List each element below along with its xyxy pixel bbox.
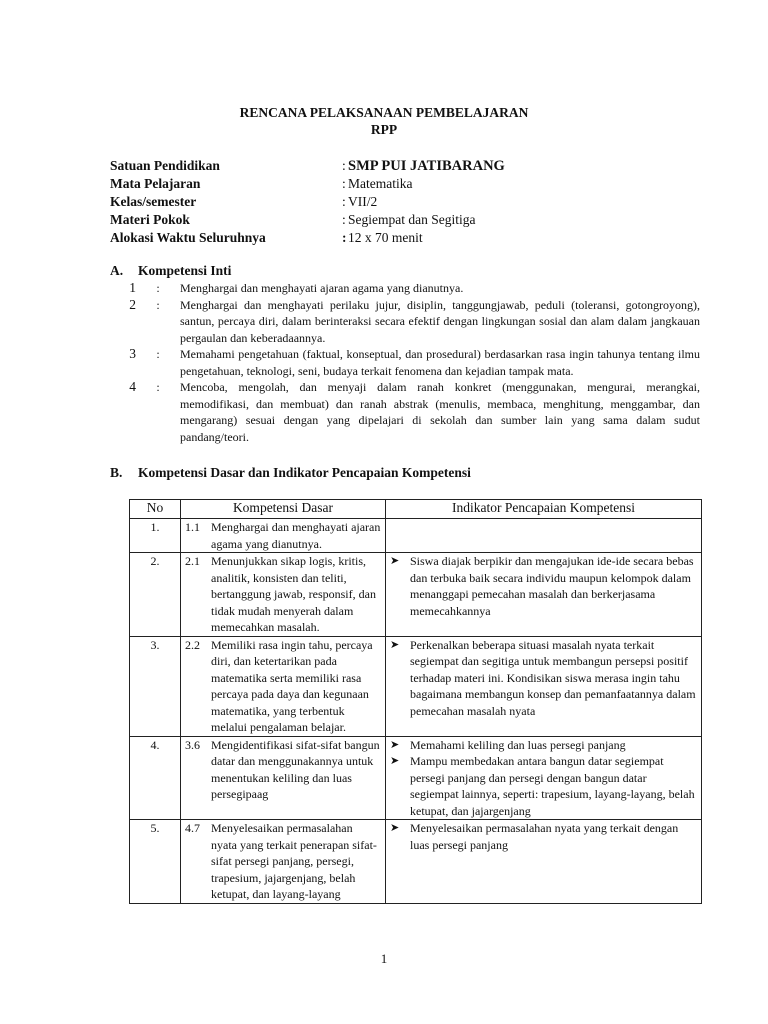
indicator-text: Perkenalkan beberapa situasi masalah nyata terkait segiempat dan segitiga untuk membangun persepsi positif terhadap materi ini. Kondisikan siswa merasa ingin tahu bagaimana membangun konsep dan pemanfaatannya dalam pemecahan masalah nyata bbox=[410, 637, 696, 718]
indicator-item bbox=[390, 553, 697, 619]
row-kd bbox=[181, 519, 386, 553]
identity-colon: : bbox=[342, 212, 346, 227]
indicator-item bbox=[390, 637, 697, 720]
table-row bbox=[130, 553, 702, 637]
section-b-letter: B. bbox=[110, 465, 123, 480]
row-number: 3. bbox=[130, 636, 181, 736]
row-indicators bbox=[386, 553, 702, 637]
identity-row bbox=[110, 229, 505, 247]
identity-table bbox=[110, 157, 505, 247]
table-row bbox=[130, 636, 702, 736]
arrowhead-bullet-icon: ➤ bbox=[390, 822, 400, 834]
indicator-text: Memahami keliling dan luas persegi panjang bbox=[410, 737, 626, 752]
indicator-text: Siswa diajak berpikir dan mengajukan ide-ide secara bebas dan terbuka baik secara individu maupun kelompok dalam menanggapi pemecahan masalah dan berkerjasama memecahkannya bbox=[410, 554, 694, 618]
table-header-row bbox=[130, 500, 702, 519]
list-item-number: 2 bbox=[129, 296, 136, 312]
list-item-colon: : bbox=[156, 380, 160, 394]
kd-text: Mengidentifikasi sifat-sifat bangun datar dan menggunakannya untuk menentukan keliling dan luas persegipaag bbox=[211, 737, 380, 801]
list-item bbox=[110, 379, 700, 445]
row-number: 1. bbox=[130, 519, 181, 553]
identity-value: Matematika bbox=[348, 176, 413, 191]
kd-text: Menunjukkan sikap logis, kritis, analitik, konsisten dan teliti, bertanggung jawab, responsif, dan tidak mudah menyerah dalam memecahkan masalah. bbox=[211, 554, 376, 634]
identity-value: VII/2 bbox=[348, 194, 378, 209]
kd-code: 1.1 bbox=[185, 520, 200, 534]
list-item-text: Menghargai dan menghayati perilaku jujur, disiplin, tanggungjawab, peduli (toleransi, gotongroyong), santun, percaya diri, dalam berinteraksi secara efektif dengan lingkungan sosial dan alam dalam jangkauan pergaulan dan keberadaannya. bbox=[180, 297, 700, 345]
kd-code: 3.6 bbox=[185, 737, 200, 752]
row-number: 4. bbox=[130, 736, 181, 820]
list-item bbox=[110, 346, 700, 379]
identity-colon: : bbox=[342, 194, 346, 209]
identity-row bbox=[110, 157, 505, 175]
table-header-no: No bbox=[130, 500, 181, 519]
identity-row bbox=[110, 193, 505, 211]
competency-table bbox=[129, 499, 702, 904]
row-kd bbox=[181, 553, 386, 637]
row-number: 5. bbox=[130, 820, 181, 904]
kd-text: Menghargai dan menghayati ajaran agama yang dianutnya. bbox=[211, 520, 381, 551]
identity-colon: : bbox=[342, 230, 347, 245]
row-kd bbox=[181, 820, 386, 904]
kd-code: 2.1 bbox=[185, 554, 200, 568]
list-item bbox=[110, 297, 700, 347]
identity-row bbox=[110, 211, 505, 229]
document-title-block bbox=[0, 104, 768, 138]
table-header-kd: Kompetensi Dasar bbox=[181, 500, 386, 519]
list-item-colon: : bbox=[156, 297, 160, 312]
list-item-number: 4 bbox=[129, 379, 136, 394]
page-number: 1 bbox=[380, 951, 388, 966]
identity-label: Mata Pelajaran bbox=[110, 176, 201, 191]
arrowhead-bullet-icon: ➤ bbox=[390, 638, 400, 651]
arrowhead-bullet-icon: ➤ bbox=[390, 755, 400, 767]
table-row bbox=[130, 820, 702, 904]
row-indicators bbox=[386, 519, 702, 553]
list-item-text: Menghargai dan menghayati ajaran agama yang dianutnya. bbox=[180, 281, 464, 295]
list-item-colon: : bbox=[156, 347, 160, 361]
identity-value: SMP PUI JATIBARANG bbox=[348, 158, 505, 174]
section-a-title: Kompetensi Inti bbox=[138, 263, 232, 278]
identity-label: Alokasi Waktu Seluruhnya bbox=[110, 230, 266, 245]
list-item-number: 1 bbox=[129, 280, 136, 295]
document-subtitle: RPP bbox=[370, 122, 398, 137]
list-item-number: 3 bbox=[129, 346, 136, 361]
section-a-heading bbox=[110, 262, 231, 279]
arrowhead-bullet-icon: ➤ bbox=[390, 738, 400, 751]
indicator-text: Menyelesaikan permasalahan nyata yang terkait dengan luas persegi panjang bbox=[410, 821, 679, 852]
document-title: RENCANA PELAKSANAAN PEMBELAJARAN bbox=[239, 105, 529, 120]
row-indicators bbox=[386, 820, 702, 904]
identity-label: Satuan Pendidikan bbox=[110, 158, 220, 173]
kompetensi-inti-list bbox=[110, 280, 700, 445]
list-item-text: Memahami pengetahuan (faktual, konseptual, dan prosedural) berdasarkan rasa ingin tahunya tentang ilmu pengetahuan, teknologi, seni, budaya terkait fenomena dan kejadian tampak mata. bbox=[180, 347, 700, 378]
row-kd bbox=[181, 736, 386, 820]
list-item-text: Mencoba, mengolah, dan menyaji dalam ranah konkret (menggunakan, mengurai, merangkai, memodifikasi, dan membuat) dan ranah abstrak (menulis, membaca, menghitung, menggambar, dan mengarang) sesuai dengan yang dipelajari di sekolah dan sumber lain yang sama dalam sudut pandang/teori. bbox=[180, 380, 700, 444]
arrowhead-bullet-icon: ➤ bbox=[390, 555, 400, 567]
identity-colon: : bbox=[342, 158, 346, 173]
identity-label: Kelas/semester bbox=[110, 194, 197, 209]
indicator-item bbox=[390, 753, 697, 819]
identity-value: 12 x 70 menit bbox=[348, 230, 423, 245]
identity-value: Segiempat dan Segitiga bbox=[348, 212, 476, 227]
list-item bbox=[110, 280, 700, 297]
section-a-letter: A. bbox=[110, 263, 124, 278]
identity-row bbox=[110, 175, 505, 193]
row-number: 2. bbox=[130, 553, 181, 637]
row-kd bbox=[181, 636, 386, 736]
table-header-indicator: Indikator Pencapaian Kompetensi bbox=[386, 500, 702, 519]
section-b-title: Kompetensi Dasar dan Indikator Pencapaian Kompetensi bbox=[138, 465, 471, 480]
row-indicators bbox=[386, 636, 702, 736]
kd-code: 2.2 bbox=[185, 637, 200, 652]
row-indicators bbox=[386, 736, 702, 820]
table-row bbox=[130, 519, 702, 553]
indicator-item bbox=[390, 737, 697, 754]
indicator-text: Mampu membedakan antara bangun datar segiempat persegi panjang dan persegi dengan bangun datar segiempat lainnya, seperti: trapesium, layang-layang, belah ketupat, dan jajargenjang bbox=[410, 754, 695, 818]
kd-text: Menyelesaikan permasalahan nyata yang terkait penerapan sifat-sifat persegi panjang, persegi, trapesium, jajargenjang, belah ketupat, dan layang-layang bbox=[211, 821, 377, 901]
identity-label: Materi Pokok bbox=[110, 212, 190, 227]
list-item-colon: : bbox=[156, 281, 160, 295]
section-b-heading bbox=[110, 464, 471, 481]
indicator-item bbox=[390, 820, 697, 853]
identity-colon: : bbox=[342, 176, 346, 191]
kd-code: 4.7 bbox=[185, 821, 200, 835]
kd-text: Memiliki rasa ingin tahu, percaya diri, dan ketertarikan pada matematika serta memiliki rasa percaya pada daya dan kegunaan matematika, yang terbentuk melalui pengalaman belajar. bbox=[211, 637, 373, 734]
table-row bbox=[130, 736, 702, 820]
